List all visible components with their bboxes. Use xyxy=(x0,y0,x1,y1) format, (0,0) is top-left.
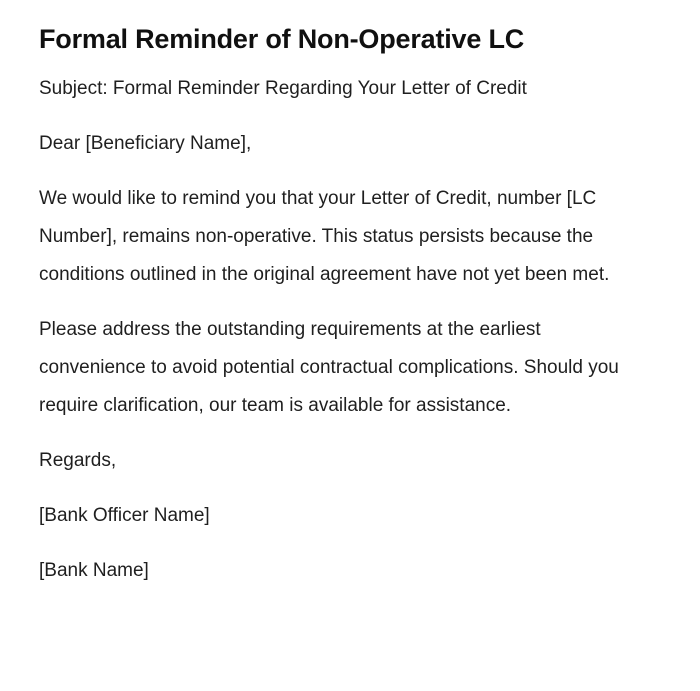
signature-officer: [Bank Officer Name] xyxy=(39,504,210,526)
closing: Regards, xyxy=(39,449,117,471)
salutation: Dear [Beneficiary Name], xyxy=(39,132,252,154)
body-paragraph-1: We would like to remind you that your Letter of Credit, number [LC Number], remains non-operative. This status persists because the conditions outlined in the original agreement have not yet been met. xyxy=(39,187,610,285)
subject-line: Subject: Formal Reminder Regarding Your Letter of Credit xyxy=(39,77,527,99)
body-paragraph-2: Please address the outstanding requirements at the earliest convenience to avoid potential contractual complications. Should you require clarification, our team is available for assistance. xyxy=(39,318,619,416)
page-title: Formal Reminder of Non-Operative LC xyxy=(39,24,525,54)
signature-bank: [Bank Name] xyxy=(39,559,149,581)
